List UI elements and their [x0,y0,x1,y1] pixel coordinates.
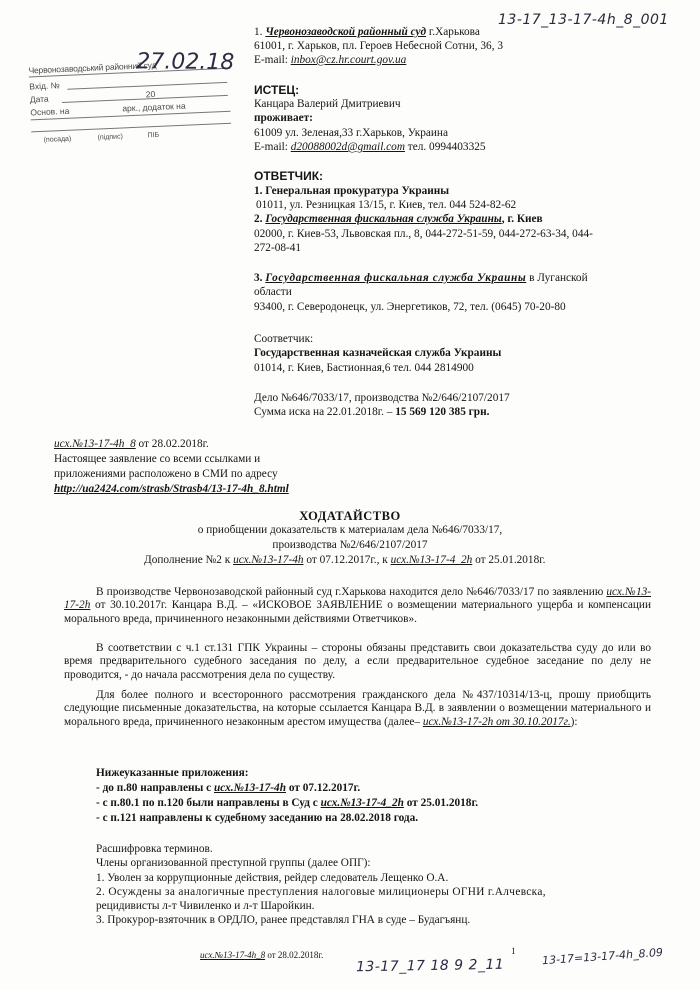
plaintiff-phone: тел. 0994403325 [404,141,486,153]
supplement-ref-2: исх.№13-17-4_2h [390,554,473,566]
defendant-3-region: в Луганской [526,272,588,284]
attachment-item-1 [96,782,360,795]
court-number: 1. [254,26,263,38]
court-address: 61001, г. Харьков, пл. Героев Небесной Сотни, 36, 3 [254,40,503,52]
plaintiff-residence-label: проживает: [254,112,313,124]
co-defendant-address: 01014, г. Киев, Бастионная,6 тел. 044 2814900 [254,362,474,374]
stamp-basis: Основ. на [30,105,70,118]
outgoing-ref-line [54,438,209,451]
attachments-heading: Нижеуказанные приложения: [96,767,249,779]
claim-sum-label: Сумма иска на 22.01.2018г. – [254,406,396,418]
co-defendant-heading: Соответчик: [254,333,314,345]
stamp-signature: (підпис) [97,133,124,142]
defendant-2-city: , г. Киев [501,213,543,225]
term-2-line-2: рецидивисты л-т Чивиленко и л-т Шаройкин. [96,900,315,912]
court-email-label: E-mail: [254,54,288,66]
supplement-label: Дополнение №2 к [144,554,234,566]
handwritten-document-code: 13-17_13-17-4h_8_001 [498,12,669,28]
term-3: 3. Прокурор-взяточник в ОРДЛО, ранее представлял ГНА в суде – Будагъянц. [96,914,471,926]
defendant-3-number: 3. [254,272,263,284]
term-2-line-1: 2. Осуждены за аналогичные преступления налоговые милиционеры ОГНИ г.Алчевска, [96,886,546,898]
supplement-date-2: от 25.01.2018г. [472,554,546,566]
stamp-year: 20 [145,88,156,100]
stamp-position: (посада) [43,135,72,144]
defendant-3-address: 93400, г. Северодонецк, ул. Энергетиков, 72, тел. (0645) 70-20-80 [254,301,566,313]
p1-ref: исх.№13-17-2h [64,586,652,612]
footer-date: от 28.02.2018г. [265,950,324,960]
attachment-2-ref: исх.№13-17-4_2h [320,797,404,809]
publication-url[interactable]: http://ua2424.com/strasb/Strasb4/13-17-4h_8.html [54,483,289,495]
body-paragraph-2: В соответствии с ч.1 ст.131 ГПК Украины – стороны обязаны представить свои доказательства суду до или во время предварительного судебного заседания по делу, а если предварительное судебное заседание по делу не проводится, - до начала рассмотрения дела по существу. [64,642,651,681]
defendant-2-number: 2. [254,213,263,225]
attachment-item-3: - с п.121 направлены к судебному заседанию на 28.02.2018 года. [96,812,419,824]
body-paragraph-1 [64,586,651,626]
attachment-1-date: от 07.12.2017г. [286,782,361,794]
plaintiff-email[interactable]: d20088002d@gmail.com [290,141,405,153]
plaintiff-heading: ИСТЕЦ: [254,83,300,97]
page-number: 1 [511,946,516,956]
stamp-date: Дата [29,93,49,105]
body-paragraph-3 [64,689,651,729]
defendant-2-address-2: 272-08-41 [254,242,302,254]
court-line [254,26,480,39]
footer-ref-line [200,949,323,962]
defendant-2-title-line [254,213,543,226]
stamp-org: Червонозаводський районний суд [28,59,157,76]
defendant-2-title: Государственная фискальная служба Украины [265,213,502,225]
publication-note-1: Настоящее заявление со всеми ссылками и [54,453,261,465]
plaintiff-contacts [254,141,486,154]
court-city: г.Харькова [426,26,480,38]
defendant-1-address: 01011, ул. Резницкая 13/15, г. Киев, тел. 044 524-82-62 [256,199,517,211]
document-subtitle-1: о приобщении доказательств к материалам дела №646/7033/17, [197,524,503,536]
supplement-ref-1: исх.№13-17-4h [233,554,304,566]
terms-heading: Расшифровка терминов. [96,843,213,855]
stamp-full-name: ПІБ [147,131,160,140]
term-1: 1. Уволен за коррупционные действия, рейдер следователь Лещенко О.А. [96,872,449,884]
handwritten-footer-code: 13-17_17 18 9 2_11 [355,956,505,976]
court-name: Червонозаводской районный суд [265,26,427,38]
court-email[interactable]: inbox@cz.hr.court.gov.ua [290,54,407,66]
supplement-date-1: от 07.12.2017г., к [303,554,391,566]
handwritten-footer-code-right: 13-17=13-17-4h_8.09 [541,945,664,968]
stamp-incoming-number: Вхід. № [29,80,60,92]
attachment-item-2 [96,797,478,810]
attachment-1-ref: исх.№13-17-4h [213,782,286,794]
defendant-2-address-1: 02000, г. Киев-53, Львовская пл., 8, 044-272-51-59, 044-272-63-34, 044- [254,228,593,240]
stamp-sheets: арк., додаток на [122,100,186,114]
defendant-3-region-2: области [254,286,292,298]
document-title: ХОДАТАЙСТВО [299,509,401,523]
plaintiff-address: 61009 ул. Зеленая,33 г.Харьков, Украина [254,127,448,139]
p3-text-end: ): [570,715,578,728]
claim-sum-line [254,406,489,419]
document-supplement-line [144,554,545,567]
defendant-3-title: Государственная фискальная служба Украины [265,272,527,284]
p1-text: В производстве Червонозаводской районный суд г.Харькова находится дело №646/7033/17 по заявлению [96,586,607,598]
claim-sum-value: 15 569 120 385 грн. [395,406,490,418]
p1-text-end: от 30.10.2017г. Канцара В.Д. – «ИСКОВОЕ ЗАЯВЛЕНИЕ о возмещении материального ущерба и компенсации морального вреда, причиненного незаконными действиями Ответчиков». [64,599,651,625]
opg-members-heading: Члены организованной преступной группы (далее ОПГ): [96,857,371,869]
document-subtitle-2: производства №2/646/2107/2017 [272,539,428,551]
case-number: Дело №646/7033/17, производства №2/646/2107/2017 [254,392,510,404]
publication-note-2: приложениями расположено в СМИ по адресу [54,468,278,480]
defendant-3-title-line [254,272,588,285]
outgoing-date: от 28.02.2018г. [135,438,209,450]
co-defendant-name: Государственная казначейская служба Украины [254,347,502,359]
plaintiff-name: Канцара Валерий Дмитриевич [254,98,401,110]
p3-text: Для более полного и всесторонного рассмотрения гражданского дела №437/10314/13-ц, прошу приобщить следующие письменные доказательства, на которые ссылается Канцара В.Д. в заявлении о возмещении материального и морального вреда, причиненного незаконным арестом имущества (далее– [64,689,651,728]
attachment-2-text: - с п.80.1 по п.120 были направлены в Суд с [96,797,321,809]
attachment-2-date: от 25.01.2018г. [403,797,479,809]
footer-ref: исх.№13-17-4h_8 [200,950,266,960]
defendant-heading: ОТВЕТЧИК: [254,169,324,183]
registry-stamp [24,49,240,148]
attachment-1-text: - до п.80 направлены с [96,782,214,794]
court-email-line [254,54,406,67]
p3-ref: исх.№13-17-2h от 30.10.2017г. [422,715,571,728]
outgoing-ref: исх.№13-17-4h_8 [54,438,136,450]
stamp-handwritten-date: 27.02.18 [136,49,235,76]
plaintiff-email-label: E-mail: [254,141,288,153]
defendant-1-title: 1. Генеральная прокуратура Украины [254,185,450,197]
